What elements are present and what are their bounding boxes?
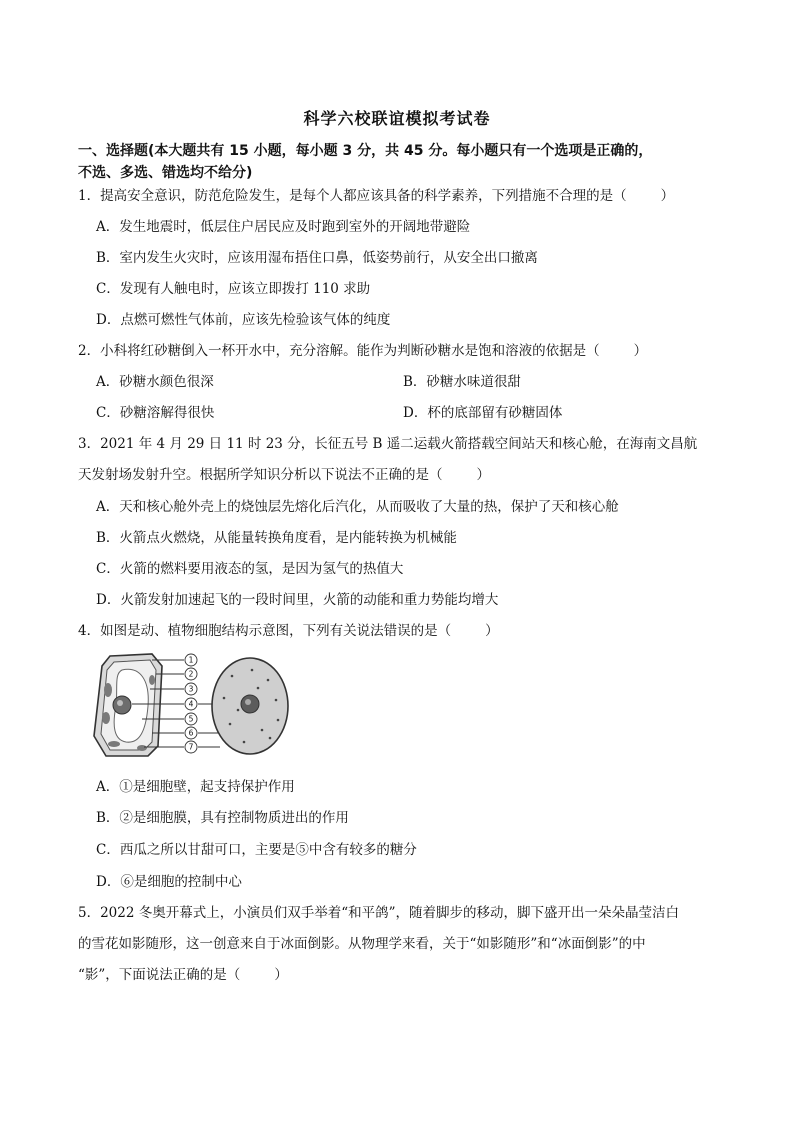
section-heading-line1: 一、选择题(本大题共有 15 小题，每小题 3 分，共 45 分。每小题只有一个选项是正确的， [78, 143, 653, 159]
label-2: 2 [188, 669, 194, 679]
label-1: 1 [188, 655, 194, 665]
section-heading-line2: 不选、多选、错选均不给分) [78, 165, 253, 181]
label-6: 6 [188, 728, 194, 738]
question-4-option-d: D．⑥是细胞的控制中心 [96, 874, 242, 890]
question-1-option-b: B．室内发生火灾时，应该用湿布捂住口鼻，低姿势前行，从安全出口撤离 [96, 250, 538, 266]
cell-structure-diagram [92, 650, 302, 762]
question-1-stem: 1．提高安全意识，防范危险发生，是每个人都应该具备的科学素养，下列措施不合理的是（ ） [78, 188, 675, 204]
question-4-option-b: B．②是细胞膜，具有控制物质进出的作用 [96, 810, 349, 826]
question-5-stem-line3: “影”，下面说法正确的是（ ） [78, 967, 288, 983]
label-5: 5 [188, 714, 194, 724]
question-1-option-a: A．发生地震时，低层住户居民应及时跑到室外的开阔地带避险 [96, 219, 471, 235]
question-4-option-a: A．①是细胞壁，起支持保护作用 [96, 779, 295, 795]
label-3: 3 [188, 684, 194, 694]
question-2-option-c: C．砂糖溶解得很快 [96, 405, 215, 421]
label-7: 7 [188, 742, 194, 752]
question-2-option-d: D．杯的底部留有砂糖固体 [403, 405, 563, 421]
question-3-option-b: B．火箭点火燃烧，从能量转换角度看，是内能转换为机械能 [96, 530, 457, 546]
question-3-option-d: D．火箭发射加速起飞的一段时间里，火箭的动能和重力势能均增大 [96, 592, 499, 608]
question-3-stem-line1: 3．2021 年 4 月 29 日 11 时 23 分，长征五号 B 遥二运载火箭搭载空间站天和核心舱，在海南文昌航 [78, 436, 698, 452]
question-3-stem-line2: 天发射场发射升空。根据所学知识分析以下说法不正确的是（ ） [78, 467, 490, 483]
question-1-option-d: D．点燃可燃性气体前，应该先检验该气体的纯度 [96, 312, 391, 328]
question-5-stem-line1: 5．2022 冬奥开幕式上，小演员们双手举着“和平鸽”，随着脚步的移动，脚下盛开出一朵朵晶莹洁白 [78, 905, 680, 921]
question-5-stem-line2: 的雪花如影随形，这一创意来自于冰面倒影。从物理学来看，关于“如影随形”和“冰面倒影”的中 [78, 936, 646, 952]
label-4: 4 [188, 699, 194, 709]
question-4-option-c: C．西瓜之所以甘甜可口，主要是⑤中含有较多的糖分 [96, 842, 417, 858]
question-2-option-a: A．砂糖水颜色很深 [96, 374, 214, 390]
question-3-option-c: C．火箭的燃料要用液态的氢，是因为氢气的热值大 [96, 561, 404, 577]
question-3-option-a: A．天和核心舱外壳上的烧蚀层先熔化后汽化，从而吸收了大量的热，保护了天和核心舱 [96, 499, 619, 515]
question-2-option-b: B．砂糖水味道很甜 [403, 374, 521, 390]
question-2-stem: 2．小科将红砂糖倒入一杯开水中，充分溶解。能作为判断砂糖水是饱和溶液的依据是（ ） [78, 343, 648, 359]
page-title: 科学六校联谊模拟考试卷 [303, 109, 491, 128]
question-4-stem: 4．如图是动、植物细胞结构示意图，下列有关说法错误的是（ ） [78, 623, 499, 639]
question-1-option-c: C．发现有人触电时，应该立即拨打 110 求助 [96, 281, 371, 297]
